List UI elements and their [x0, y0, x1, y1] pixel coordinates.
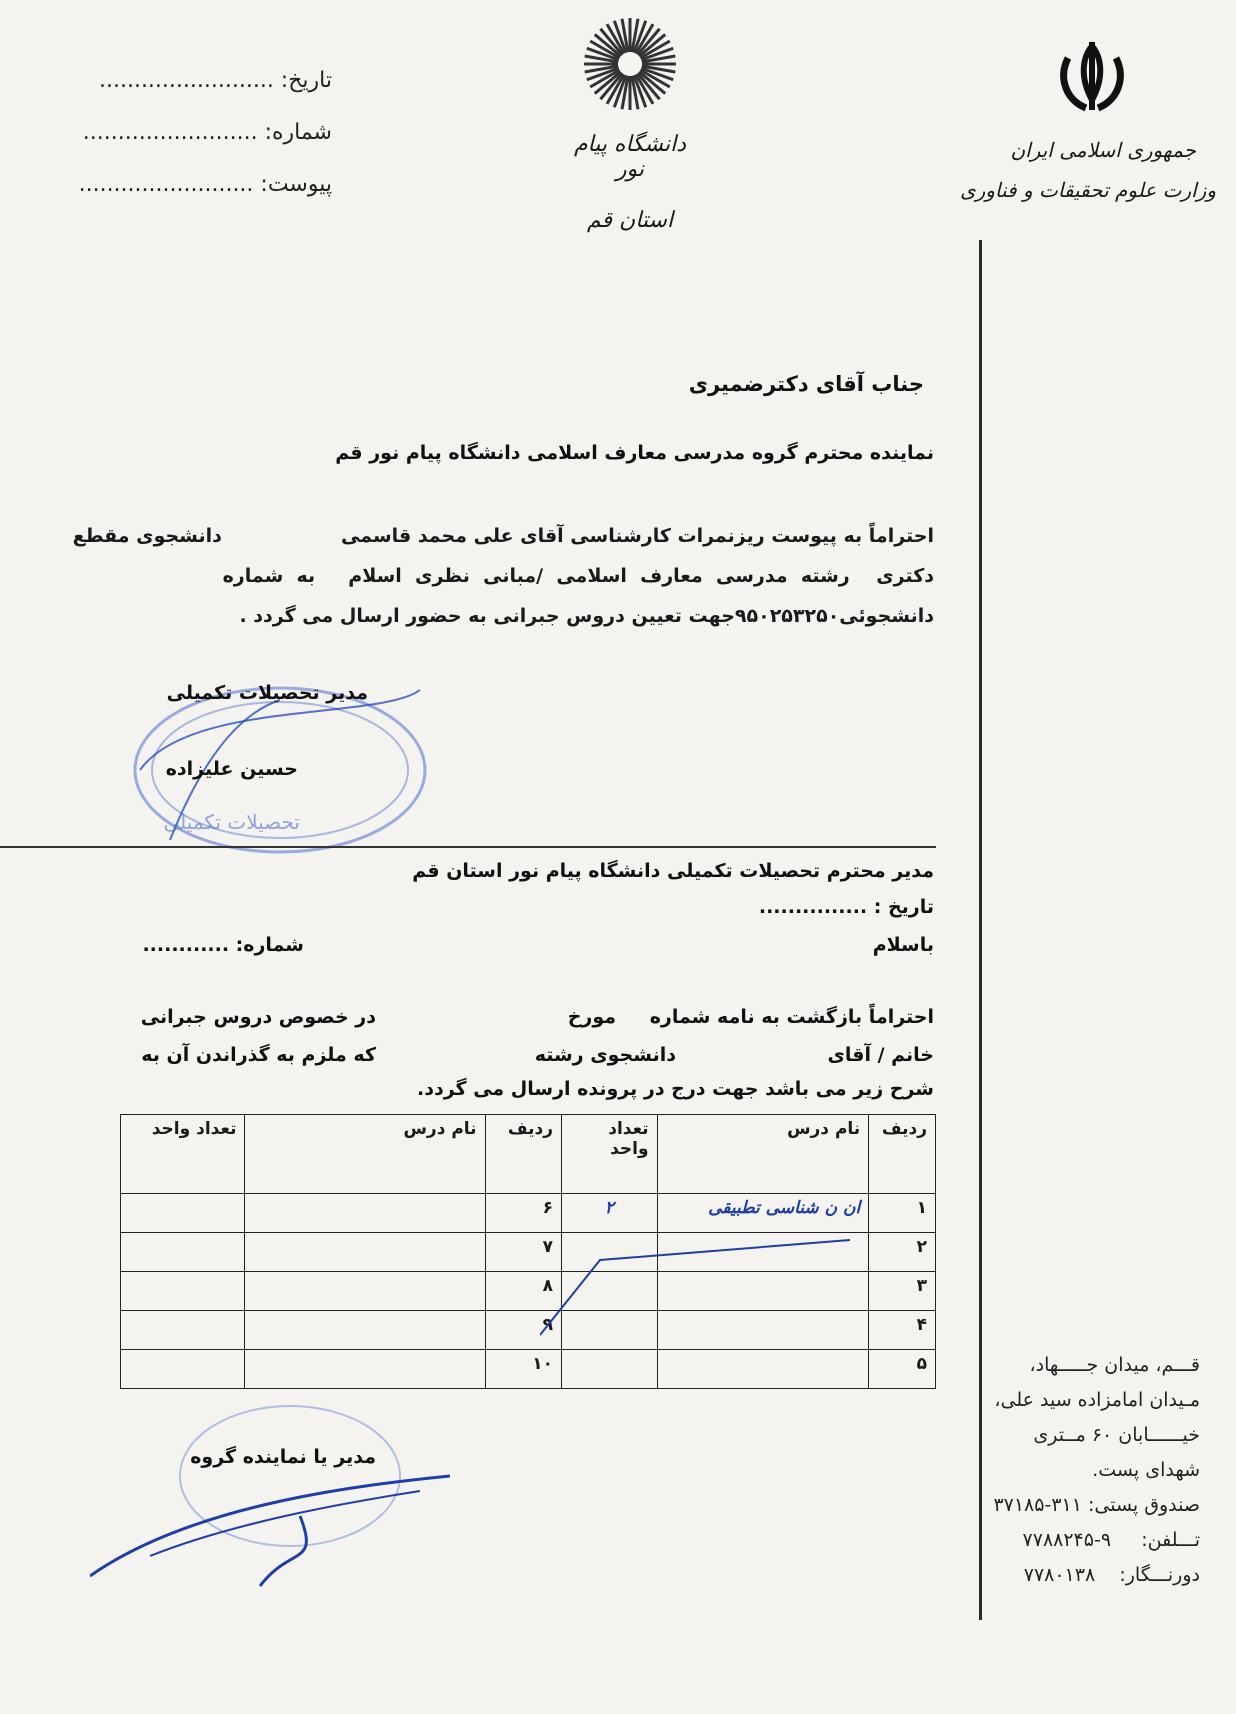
- address-line: قـــم، میدان جـــــهاد،: [1029, 1354, 1200, 1376]
- row-number: ۱: [869, 1194, 936, 1233]
- address-line: تـــلفن: ۹-۷۷۸۸۲۴۵: [1022, 1529, 1200, 1551]
- units-handwritten: ۲: [562, 1194, 658, 1233]
- row-number: ۶: [485, 1194, 561, 1233]
- col-header: ردیف: [485, 1115, 561, 1194]
- units: [121, 1233, 245, 1272]
- body-line: احتراماً به پیوست ریزنمرات کارشناسی آقای علی محمد قاسمی دانشجوی مقطع: [72, 525, 934, 547]
- row-number: ۴: [869, 1311, 936, 1350]
- units: [121, 1350, 245, 1389]
- number-field: شماره: .........................: [82, 120, 332, 145]
- section-divider: [0, 846, 936, 848]
- university-name: دانشگاه پیام نور: [573, 132, 687, 182]
- letter2-greeting: باسلام: [872, 934, 934, 956]
- address-line: مـیدان امامزاده سید علی،: [994, 1389, 1200, 1411]
- stamp-text: تحصیلات تکمیلی: [163, 810, 300, 834]
- signer-name: حسین علیزاده: [165, 758, 298, 780]
- line1-left: در خصوص دروس جبرانی: [140, 1006, 376, 1028]
- date-field: تاریخ: .........................: [98, 68, 332, 93]
- line2-left: که ملزم به گذراندن آن به: [141, 1044, 376, 1066]
- iran-emblem: [1052, 38, 1132, 118]
- line1-right: احتراماً بازگشت به نامه شماره: [649, 1006, 934, 1028]
- units: [121, 1194, 245, 1233]
- table-row: [121, 1350, 936, 1389]
- row-number: ۱۰: [485, 1350, 561, 1389]
- bottom-stamp: [90, 1396, 450, 1596]
- line3: شرح زیر می باشد جهت درج در پرونده ارسال می گردد.: [417, 1078, 934, 1100]
- course-name: [245, 1272, 485, 1311]
- addressee-role: نماینده محترم گروه مدرسی معارف اسلامی دانشگاه پیام نور قم: [335, 442, 934, 464]
- col-header: نام درس: [245, 1115, 485, 1194]
- body-line: دکتری رشته مدرسی معارف اسلامی /مبانی نظری اسلام به شماره: [222, 565, 934, 587]
- table-row: [121, 1194, 936, 1233]
- letter2-number: شماره: ............: [142, 934, 304, 956]
- emblem-caption-2: وزارت علوم تحقیقات و فناوری: [959, 178, 1216, 202]
- address-line: صندوق پستی: ۳۱۱-۳۷۱۸۵: [993, 1494, 1200, 1516]
- col-header: تعداد واحد: [121, 1115, 245, 1194]
- address-line: دورنـــگار: ۷۷۸۰۱۳۸: [1023, 1564, 1200, 1586]
- signer-title: مدیر تحصیلات تکمیلی: [166, 682, 368, 704]
- row-number: ۵: [869, 1350, 936, 1389]
- row-number: ۹: [485, 1311, 561, 1350]
- letter2-addressee: مدیر محترم تحصیلات تکمیلی دانشگاه پیام نور استان قم: [412, 860, 934, 882]
- course-name-handwritten: ان ن شناسی تطبیقی: [657, 1194, 869, 1233]
- addressee: جناب آقای دکترضمیری: [688, 372, 924, 396]
- address-line: خیــــــابان ۶۰ مــتری: [1033, 1424, 1200, 1446]
- row-number: ۷: [485, 1233, 561, 1272]
- group-rep-signer: مدیر یا نماینده گروه: [190, 1446, 376, 1468]
- line1-mid: مورخ: [567, 1006, 616, 1028]
- col-header: تعداد واحد: [562, 1115, 658, 1194]
- payame-noor-logo: [580, 14, 680, 114]
- pen-strike: [540, 1230, 860, 1340]
- course-name: [245, 1350, 485, 1389]
- col-header: ردیف: [869, 1115, 936, 1194]
- course-name: [657, 1350, 869, 1389]
- course-name: [245, 1233, 485, 1272]
- line2-mid: دانشجوی رشته: [534, 1044, 676, 1066]
- course-name: [245, 1194, 485, 1233]
- units: [121, 1272, 245, 1311]
- table-header-row: [121, 1115, 936, 1194]
- row-number: ۲: [869, 1233, 936, 1272]
- address-block: [960, 1348, 1200, 1593]
- units: [121, 1311, 245, 1350]
- address-line: شهدای پست.: [1092, 1459, 1200, 1481]
- letter1-body: [72, 516, 934, 636]
- body-line: دانشجوئی۹۵۰۲۵۳۲۵۰جهت تعیین دروس جبرانی به حضور ارسال می گردد .: [239, 605, 934, 627]
- course-name: [245, 1311, 485, 1350]
- attachment-field: پیوست: .........................: [78, 172, 332, 197]
- row-number: ۳: [869, 1272, 936, 1311]
- line2-right: خانم / آقای: [827, 1044, 934, 1066]
- units: [562, 1350, 658, 1389]
- row-number: ۸: [485, 1272, 561, 1311]
- col-header: نام درس: [657, 1115, 869, 1194]
- emblem-caption-1: جمهوری اسلامی ایران: [1010, 138, 1196, 162]
- university-province: استان قم: [586, 208, 674, 233]
- letter2-date: تاریخ : ...............: [758, 896, 934, 918]
